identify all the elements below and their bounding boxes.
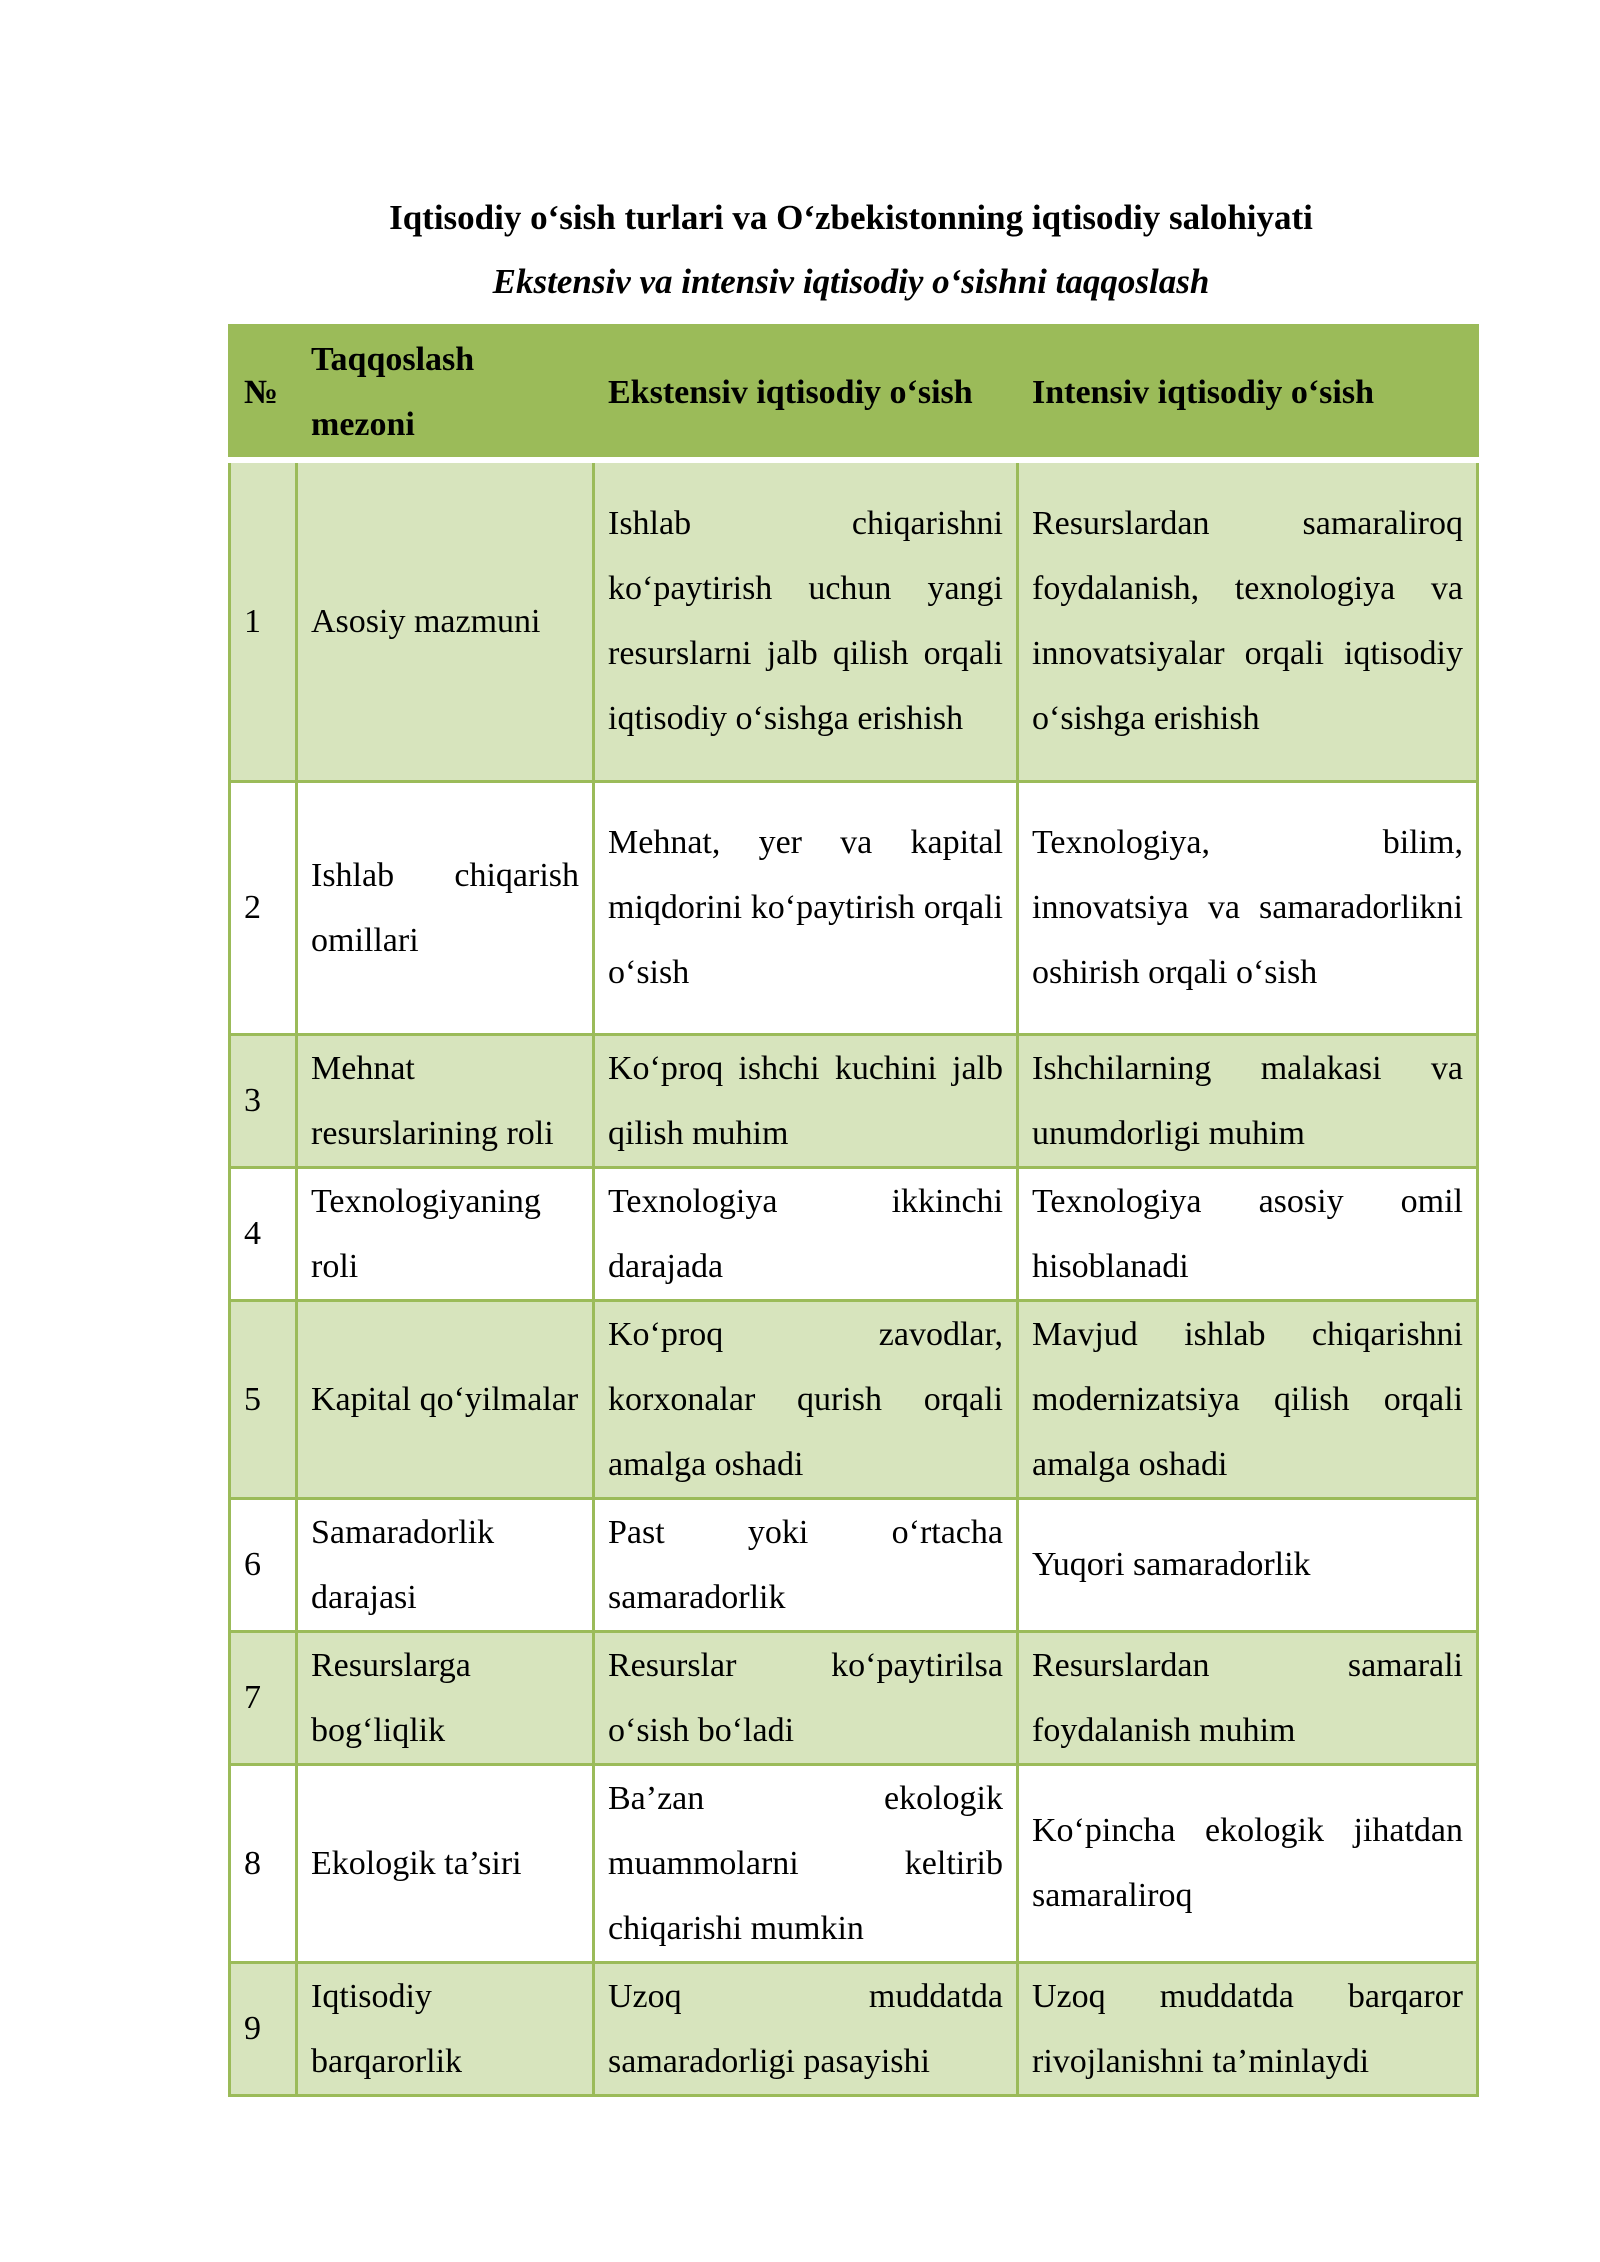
- row-number: 4: [230, 1167, 297, 1300]
- row-number: 8: [230, 1764, 297, 1962]
- table-row: [230, 1034, 1478, 1167]
- row-criterion: Samaradorlik darajasi: [297, 1498, 594, 1631]
- table-row: [230, 460, 1478, 781]
- row-criterion: Ekologik ta’siri: [297, 1764, 594, 1962]
- table-row: [230, 1631, 1478, 1764]
- row-criterion: Mehnat resurslarining roli: [297, 1034, 594, 1167]
- row-criterion: Texnologiyaning roli: [297, 1167, 594, 1300]
- row-extensive: Uzoq muddatda samaradorligi pasayishi: [594, 1962, 1018, 2095]
- row-intensive: Uzoq muddatda barqaror rivojlanishni ta’minlaydi: [1018, 1962, 1478, 2095]
- row-extensive: Past yoki o‘rtacha samaradorlik: [594, 1498, 1018, 1631]
- row-extensive: Ba’zan ekologik muammolarni keltirib chiqarishi mumkin: [594, 1764, 1018, 1962]
- row-criterion: Kapital qo‘yilmalar: [297, 1300, 594, 1498]
- header-extensive: Ekstensiv iqtisodiy o‘sish: [594, 326, 1018, 461]
- table-row: [230, 781, 1478, 1034]
- row-extensive: Ko‘proq ishchi kuchini jalb qilish muhim: [594, 1034, 1018, 1167]
- row-extensive: Resurslar ko‘paytirilsa o‘sish bo‘ladi: [594, 1631, 1018, 1764]
- table-row: [230, 1300, 1478, 1498]
- comparison-table: [228, 324, 1479, 2097]
- row-criterion: Asosiy mazmuni: [297, 460, 594, 781]
- row-extensive: Mehnat, yer va kapital miqdorini ko‘paytirish orqali o‘sish: [594, 781, 1018, 1034]
- row-number: 7: [230, 1631, 297, 1764]
- row-number: 3: [230, 1034, 297, 1167]
- row-extensive: Texnologiya ikkinchi darajada: [594, 1167, 1018, 1300]
- table-header-row: [230, 326, 1478, 461]
- header-criterion: Taqqoslash mezoni: [297, 326, 594, 461]
- row-criterion: Iqtisodiy barqarorlik: [297, 1962, 594, 2095]
- row-intensive: Ko‘pincha ekologik jihatdan samaraliroq: [1018, 1764, 1478, 1962]
- table-row: [230, 1962, 1478, 2095]
- row-criterion: Ishlab chiqarish omillari: [297, 781, 594, 1034]
- row-intensive: Yuqori samaradorlik: [1018, 1498, 1478, 1631]
- row-extensive: Ishlab chiqarishni ko‘paytirish uchun yangi resurslarni jalb qilish orqali iqtisodiy o‘sishga erishish: [594, 460, 1018, 781]
- header-number: №: [230, 326, 297, 461]
- row-number: 2: [230, 781, 297, 1034]
- row-intensive: Mavjud ishlab chiqarishni modernizatsiya qilish orqali amalga oshadi: [1018, 1300, 1478, 1498]
- table-row: [230, 1764, 1478, 1962]
- table-row: [230, 1498, 1478, 1631]
- row-intensive: Texnologiya, bilim, innovatsiya va samaradorlikni oshirish orqali o‘sish: [1018, 781, 1478, 1034]
- row-number: 9: [230, 1962, 297, 2095]
- row-intensive: Resurslardan samaraliroq foydalanish, texnologiya va innovatsiyalar orqali iqtisodiy o‘sishga erishish: [1018, 460, 1478, 781]
- row-criterion: Resurslarga bog‘liqlik: [297, 1631, 594, 1764]
- row-intensive: Resurslardan samarali foydalanish muhim: [1018, 1631, 1478, 1764]
- row-number: 6: [230, 1498, 297, 1631]
- row-intensive: Texnologiya asosiy omil hisoblanadi: [1018, 1167, 1478, 1300]
- row-extensive: Ko‘proq zavodlar, korxonalar qurish orqali amalga oshadi: [594, 1300, 1018, 1498]
- row-number: 1: [230, 460, 297, 781]
- table-caption: Ekstensiv va intensiv iqtisodiy o‘sishni taqqoslash: [492, 262, 1210, 301]
- table-row: [230, 1167, 1478, 1300]
- document-title: Iqtisodiy o‘sish turlari va O‘zbekistonning iqtisodiy salohiyati: [389, 198, 1313, 237]
- row-intensive: Ishchilarning malakasi va unumdorligi muhim: [1018, 1034, 1478, 1167]
- header-intensive: Intensiv iqtisodiy o‘sish: [1018, 326, 1478, 461]
- row-number: 5: [230, 1300, 297, 1498]
